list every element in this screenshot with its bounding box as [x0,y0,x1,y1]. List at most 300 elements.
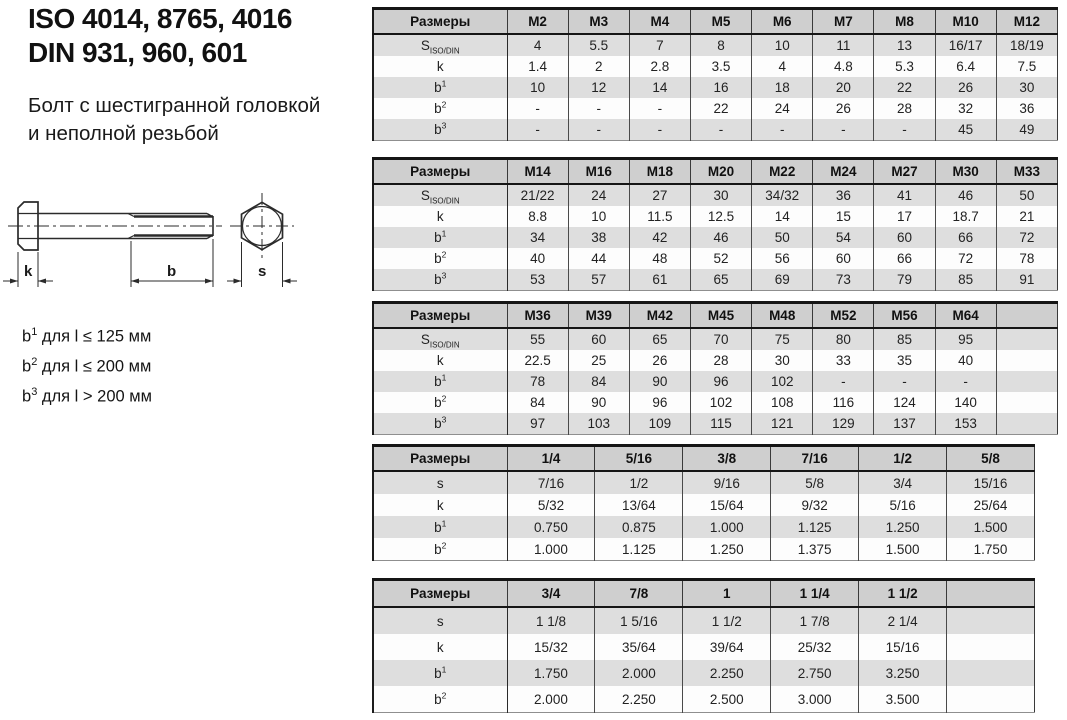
value-cell: 35 [874,350,935,371]
row-label: $b^1$ [373,77,507,98]
row-label: $b^2$ [373,98,507,119]
value-cell: 60 [813,248,874,269]
table-row [373,98,1058,119]
iso-standard-title: ISO 4014, 8765, 4016 [28,3,292,34]
empty-cell [996,371,1057,392]
value-cell: 14 [629,77,690,98]
value-cell: 50 [996,184,1057,206]
value-cell: 3.250 [859,660,947,686]
value-cell: 24 [752,98,813,119]
row-label: $b^1$ [373,227,507,248]
value-cell: 84 [507,392,568,413]
size-column-header: 5/16 [595,446,683,472]
dimension-table-inch-three-quarters-to-one-and-half [372,578,1035,713]
value-cell: 72 [935,248,996,269]
note-line: $b^1$ для l ≤ 125 мм [22,326,152,346]
value-cell: 7/16 [507,471,595,494]
row-label: s [373,607,507,634]
value-cell: 61 [629,269,690,291]
row-label: $b^1$ [373,371,507,392]
size-column-header: M7 [813,9,874,35]
corner-header: Размеры [373,9,507,35]
value-cell: 2.250 [683,660,771,686]
value-cell: 2.000 [595,660,683,686]
value-cell: 4.8 [813,56,874,77]
value-cell: 6.4 [935,56,996,77]
header-row [373,303,1058,329]
dimension-k [3,252,53,287]
size-column-header: 1/4 [507,446,595,472]
row-label: k [373,206,507,227]
value-cell: 18.7 [935,206,996,227]
empty-cell [947,607,1035,634]
size-column-header: 3/8 [683,446,771,472]
size-column-header: M64 [935,303,996,329]
empty-cell [947,686,1035,713]
table-row [373,248,1058,269]
value-cell: 5/16 [859,494,947,516]
value-cell: 90 [568,392,629,413]
value-cell: 53 [507,269,568,291]
value-cell: 96 [690,371,751,392]
value-cell: 140 [935,392,996,413]
value-cell: 97 [507,413,568,435]
dimension-table-metric-m36-m64 [372,301,1058,435]
size-column-header: M20 [690,159,751,185]
value-cell: 103 [568,413,629,435]
value-cell: - [568,98,629,119]
value-cell: 2.8 [629,56,690,77]
size-column-header: M8 [874,9,935,35]
row-label: $b^2$ [373,686,507,713]
value-cell: 60 [568,328,629,350]
value-cell: 34 [507,227,568,248]
value-cell: 8 [690,34,751,56]
value-cell: 115 [690,413,751,435]
table-row [373,494,1035,516]
description-line-1: Болт с шестигранной головкой [28,94,321,117]
value-cell: 16/17 [935,34,996,56]
table-row [373,328,1058,350]
empty-cell [996,350,1057,371]
value-cell: 102 [690,392,751,413]
value-cell: 28 [690,350,751,371]
value-cell: 46 [690,227,751,248]
row-label: $b^3$ [373,119,507,141]
size-column-header: M39 [568,303,629,329]
value-cell: 8.8 [507,206,568,227]
empty-cell [996,328,1057,350]
bolt-drawing-svg [0,190,312,322]
value-cell: 25/64 [947,494,1035,516]
size-column-header: M2 [507,9,568,35]
size-column-header: 1 1/4 [771,580,859,608]
table-row [373,660,1035,686]
value-cell: 1.500 [947,516,1035,538]
value-cell: 65 [629,328,690,350]
value-cell: 3.5 [690,56,751,77]
size-column-header: M52 [813,303,874,329]
table-row [373,34,1058,56]
value-cell: 13 [874,34,935,56]
value-cell: 26 [629,350,690,371]
value-cell: 1.125 [771,516,859,538]
row-label: $b^1$ [373,660,507,686]
value-cell: 46 [935,184,996,206]
header-row [373,580,1035,608]
size-column-header: M5 [690,9,751,35]
table-row [373,516,1035,538]
value-cell: 24 [568,184,629,206]
table-row [373,184,1058,206]
size-column-header: 1 [683,580,771,608]
size-table-m2-m12 [372,7,1058,141]
size-column-header: M14 [507,159,568,185]
row-label: $b^2$ [373,538,507,561]
value-cell: 1.250 [683,538,771,561]
value-cell: 15/16 [947,471,1035,494]
value-cell: 2.500 [683,686,771,713]
table-row [373,371,1058,392]
value-cell: 70 [690,328,751,350]
row-label: k [373,634,507,660]
row-label: $b^1$ [373,516,507,538]
value-cell: 79 [874,269,935,291]
value-cell: 78 [996,248,1057,269]
value-cell: 36 [813,184,874,206]
value-cell: 1.000 [507,538,595,561]
value-cell: 34/32 [752,184,813,206]
value-cell: 50 [752,227,813,248]
table-row [373,269,1058,291]
table-row [373,119,1058,141]
header-row [373,446,1035,472]
size-column-header: M18 [629,159,690,185]
value-cell: 1 7/8 [771,607,859,634]
value-cell: 2.250 [595,686,683,713]
dimension-table-inch-quarter-to-five-eighths [372,444,1035,561]
value-cell: - [629,119,690,141]
header-row [373,9,1058,35]
value-cell: 32 [935,98,996,119]
value-cell: 22 [874,77,935,98]
value-cell: 56 [752,248,813,269]
table-row [373,686,1035,713]
size-table-m14-m33 [372,157,1058,291]
value-cell: 84 [568,371,629,392]
value-cell: 12 [568,77,629,98]
value-cell: 33 [813,350,874,371]
empty-cell [996,413,1057,435]
bolt-end-view [230,193,294,259]
value-cell: 35/64 [595,634,683,660]
value-cell: 13/64 [595,494,683,516]
value-cell: 5.5 [568,34,629,56]
row-label: k [373,56,507,77]
value-cell: 15 [813,206,874,227]
value-cell: - [507,98,568,119]
value-cell: 85 [935,269,996,291]
value-cell: 66 [874,248,935,269]
value-cell: - [690,119,751,141]
value-cell: 42 [629,227,690,248]
row-label: $S_{ISO/DIN}$ [373,184,507,206]
value-cell: 2.750 [771,660,859,686]
value-cell: 129 [813,413,874,435]
empty-cell [947,660,1035,686]
value-cell: - [874,371,935,392]
value-cell: 57 [568,269,629,291]
value-cell: 30 [752,350,813,371]
value-cell: 26 [813,98,874,119]
value-cell: 4 [752,56,813,77]
size-column-header: M24 [813,159,874,185]
size-column-header: M16 [568,159,629,185]
value-cell: - [813,371,874,392]
value-cell: 54 [813,227,874,248]
size-column-header: M33 [996,159,1057,185]
value-cell: 5/8 [771,471,859,494]
value-cell: 14 [752,206,813,227]
value-cell: 1 1/2 [683,607,771,634]
size-column-header: M45 [690,303,751,329]
value-cell: 124 [874,392,935,413]
value-cell: 65 [690,269,751,291]
empty-cell [996,392,1057,413]
value-cell: 49 [996,119,1057,141]
value-cell: 5/32 [507,494,595,516]
value-cell: 22 [690,98,751,119]
value-cell: 4 [507,34,568,56]
value-cell: 72 [996,227,1057,248]
table-row [373,471,1035,494]
size-column-header: M27 [874,159,935,185]
size-column-header: 1/2 [859,446,947,472]
s-arrow-left [234,279,242,284]
size-column-header: M10 [935,9,996,35]
value-cell: 7.5 [996,56,1057,77]
corner-header: Размеры [373,159,507,185]
size-column-header: 5/8 [947,446,1035,472]
value-cell: 15/32 [507,634,595,660]
value-cell: 16 [690,77,751,98]
value-cell: - [507,119,568,141]
header-row [373,159,1058,185]
value-cell: 12.5 [690,206,751,227]
table-row [373,413,1058,435]
value-cell: 30 [690,184,751,206]
description-line-2: и неполной резьбой [28,122,219,145]
value-cell: 48 [629,248,690,269]
length-notes [22,320,152,410]
value-cell: 90 [629,371,690,392]
note-line: $b^2$ для l ≤ 200 мм [22,356,152,376]
value-cell: - [629,98,690,119]
value-cell: 15/16 [859,634,947,660]
size-table-inch-large [372,578,1035,713]
value-cell: 36 [996,98,1057,119]
value-cell: 0.875 [595,516,683,538]
value-cell: 1.500 [859,538,947,561]
row-label: $S_{ISO/DIN}$ [373,328,507,350]
value-cell: 0.750 [507,516,595,538]
value-cell: 2 1/4 [859,607,947,634]
value-cell: 1.4 [507,56,568,77]
empty-cell [947,634,1035,660]
row-label: $S_{ISO/DIN}$ [373,34,507,56]
value-cell: 17 [874,206,935,227]
value-cell: 18/19 [996,34,1057,56]
b-arrow-right [205,279,213,284]
bolt-technical-drawing [0,190,312,322]
size-column-header: M4 [629,9,690,35]
value-cell: 102 [752,371,813,392]
value-cell: 27 [629,184,690,206]
value-cell: 80 [813,328,874,350]
value-cell: 21 [996,206,1057,227]
row-label: k [373,494,507,516]
size-column-header: M3 [568,9,629,35]
table-row [373,77,1058,98]
value-cell: 30 [996,77,1057,98]
table-row [373,206,1058,227]
value-cell: 1 1/8 [507,607,595,634]
value-cell: 66 [935,227,996,248]
table-row [373,392,1058,413]
value-cell: 15/64 [683,494,771,516]
value-cell: 41 [874,184,935,206]
value-cell: 40 [507,248,568,269]
value-cell: 25 [568,350,629,371]
row-label: s [373,471,507,494]
row-label: $b^3$ [373,413,507,435]
k-arrow-left [10,279,18,284]
table-row [373,56,1058,77]
value-cell: 137 [874,413,935,435]
value-cell: 26 [935,77,996,98]
value-cell: 10 [568,206,629,227]
row-label: $b^3$ [373,269,507,291]
value-cell: 11 [813,34,874,56]
value-cell: 3/4 [859,471,947,494]
value-cell: 25/32 [771,634,859,660]
size-column-header: M12 [996,9,1057,35]
row-label: $b^2$ [373,392,507,413]
row-label: k [373,350,507,371]
value-cell: 9/32 [771,494,859,516]
value-cell: 2 [568,56,629,77]
value-cell: 85 [874,328,935,350]
size-column-header: M6 [752,9,813,35]
empty-column-header [947,580,1035,608]
size-column-header: M30 [935,159,996,185]
size-column-header: 3/4 [507,580,595,608]
value-cell: 69 [752,269,813,291]
value-cell: 9/16 [683,471,771,494]
dimension-table-metric-m2-m12 [372,7,1058,141]
value-cell: 73 [813,269,874,291]
value-cell: 11.5 [629,206,690,227]
size-column-header: 1 1/2 [859,580,947,608]
value-cell: 55 [507,328,568,350]
value-cell: 1.750 [947,538,1035,561]
value-cell: 38 [568,227,629,248]
din-standard-title: DIN 931, 960, 601 [28,37,247,68]
k-arrow-right [38,279,46,284]
dimension-b [131,239,213,287]
size-column-header: M22 [752,159,813,185]
value-cell: 20 [813,77,874,98]
size-column-header: M56 [874,303,935,329]
value-cell: 1.000 [683,516,771,538]
corner-header: Размеры [373,580,507,608]
value-cell: 5.3 [874,56,935,77]
value-cell: 22.5 [507,350,568,371]
table-row [373,607,1035,634]
standard-titles [28,2,292,70]
value-cell: 116 [813,392,874,413]
value-cell: 1.750 [507,660,595,686]
value-cell: 21/22 [507,184,568,206]
s-dim-label: s [258,263,267,280]
value-cell: 121 [752,413,813,435]
value-cell: 75 [752,328,813,350]
value-cell: 10 [752,34,813,56]
empty-column-header [996,303,1057,329]
value-cell: 60 [874,227,935,248]
product-description [28,92,320,148]
size-table-inch-small [372,444,1035,561]
value-cell: 108 [752,392,813,413]
value-cell: 1 5/16 [595,607,683,634]
value-cell: 109 [629,413,690,435]
value-cell: 1/2 [595,471,683,494]
value-cell: 18 [752,77,813,98]
table-row [373,634,1035,660]
value-cell: 78 [507,371,568,392]
bolt-side-view [8,202,222,250]
value-cell: - [813,119,874,141]
value-cell: 7 [629,34,690,56]
value-cell: 44 [568,248,629,269]
value-cell: - [935,371,996,392]
size-column-header: M48 [752,303,813,329]
value-cell: 2.000 [507,686,595,713]
value-cell: 153 [935,413,996,435]
table-row [373,538,1035,561]
value-cell: 40 [935,350,996,371]
size-column-header: M36 [507,303,568,329]
b-arrow-left [131,279,139,284]
value-cell: 39/64 [683,634,771,660]
dimension-table-metric-m14-m33 [372,157,1058,291]
b-dim-label: b [167,263,177,280]
value-cell: 1.125 [595,538,683,561]
corner-header: Размеры [373,446,507,472]
size-column-header: M42 [629,303,690,329]
value-cell: 1.250 [859,516,947,538]
s-arrow-right [283,279,291,284]
value-cell: 95 [935,328,996,350]
value-cell: 96 [629,392,690,413]
value-cell: 1.375 [771,538,859,561]
k-dim-label: k [24,263,33,280]
value-cell: 3.500 [859,686,947,713]
value-cell: 91 [996,269,1057,291]
value-cell: 45 [935,119,996,141]
size-column-header: 7/16 [771,446,859,472]
value-cell: - [874,119,935,141]
